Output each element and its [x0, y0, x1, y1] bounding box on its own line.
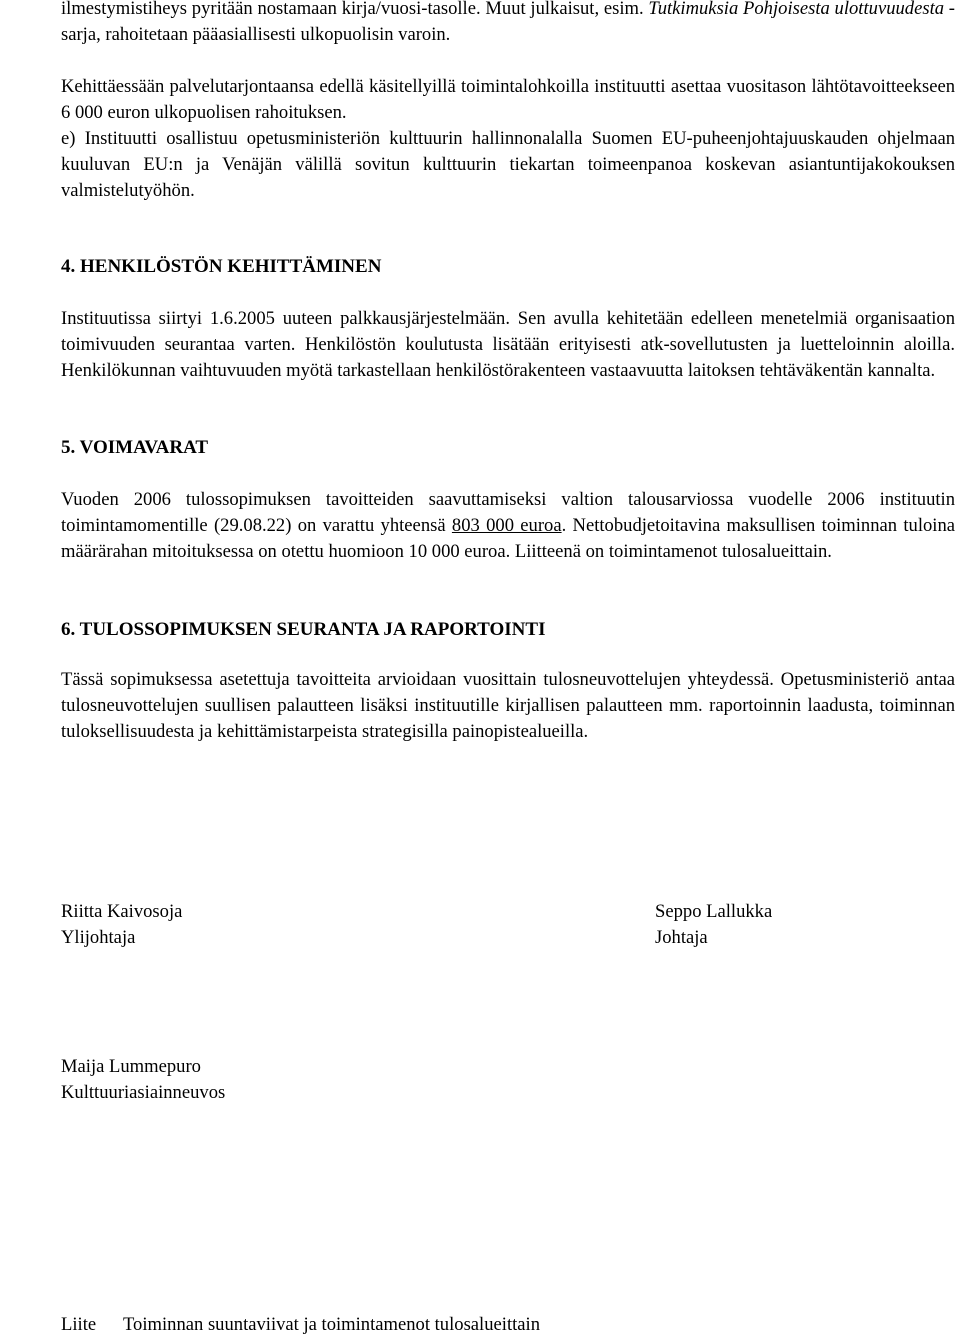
section-4-text: Instituutissa siirtyi 1.6.2005 uuteen palkkausjärjestelmään. Sen avulla kehitetään edelleen menetelmiä organisaation toimivuuden seurantaa varten. Henkilöstön koulutusta lisätään erityisesti atk-sovellutusten ja luetteloinnin aloilla. Henkilökunnan vaihtuvuuden myötä tarkastellaan henkilöstörakenteen vastaavuutta laitoksen tehtäväkentän kannalta.	[61, 308, 955, 381]
section-6-text: Tässä sopimuksessa asetettuja tavoitteita arvioidaan vuosittain tulosneuvottelujen yhteydessä. Opetusministeriö antaa tulosneuvottelujen suullisen palautteen lisäksi instituutille kirjallisen palautteen mm. raportoinnin laadusta, toiminnan tuloksellisuudesta ja kehittämistarpeista strategisilla painopistealueilla.	[61, 669, 955, 742]
attachment-label: Liite	[61, 1314, 97, 1335]
section-5-text	[61, 487, 955, 565]
intro-p1-text-a: ilmestymistiheys pyritään nostamaan kirja/vuosi-tasolle. Muut julkaisut, esim.	[61, 0, 649, 19]
signature-1-title: Ylijohtaja	[61, 927, 136, 948]
intro-paragraph-3: e) Instituutti osallistuu opetusministeriön kulttuurin hallinnonalalla Suomen EU-puheenjohtajuuskauden ohjelmaan kuuluvan EU:n ja Venäjän välillä sovitun kulttuurin tiekartan toimeenpanoa koskevan asiantuntijakokouksen valmistelutyöhön.	[61, 128, 955, 201]
signature-2-title: Johtaja	[655, 927, 708, 948]
intro-paragraph-2: Kehittäessään palvelutarjontaansa edellä käsitellyillä toimintalohkoilla instituutti asettaa vuositason lähtötavoitteekseen 6 000 euron ulkopuolisen rahoituksen.	[61, 76, 955, 123]
signature-3-title: Kulttuuriasiainneuvos	[61, 1082, 226, 1103]
section-5-amount: 803 000 euroa	[451, 515, 562, 536]
signature-3	[61, 1054, 225, 1106]
intro-paragraph-1	[61, 0, 955, 48]
signature-3-name: Maija Lummepuro	[61, 1056, 201, 1077]
section-6-heading: 6. TULOSSOPIMUKSEN SEURANTA JA RAPORTOINTI	[61, 619, 546, 640]
section-5-text-a: Vuoden 2006 tulossopimuksen tavoitteiden saavuttamiseksi valtion talousarviossa vuodelle 2006 instituutin toimintamomentille (29.08.22) on varattu yhteensä	[61, 489, 955, 536]
intro-p1-text-b: -sarja, rahoitetaan pääasiallisesti ulkopuolisin varoin.	[61, 0, 955, 45]
signature-2	[655, 899, 772, 951]
signature-2-name: Seppo Lallukka	[655, 901, 773, 922]
section-4-heading: 4. HENKILÖSTÖN KEHITTÄMINEN	[61, 256, 382, 277]
attachment-text: Toiminnan suuntaviivat ja toimintamenot tulosalueittain	[123, 1314, 540, 1335]
intro-p1-italic-a: Tutkimuksia	[648, 0, 739, 19]
intro-p1-italic-b: Pohjoisesta ulottuvuudesta	[743, 0, 945, 19]
section-5-heading: 5. VOIMAVARAT	[61, 437, 209, 458]
signature-1-name: Riitta Kaivosoja	[61, 901, 183, 922]
section-5-text-b: . Nettobudjetoitavina maksullisen toiminnan tuloina määrärahan mitoituksessa on otettu huomioon 10 000 euroa. Liitteenä on toimintamenot tulosalueittain.	[61, 515, 955, 562]
signature-1	[61, 899, 182, 951]
